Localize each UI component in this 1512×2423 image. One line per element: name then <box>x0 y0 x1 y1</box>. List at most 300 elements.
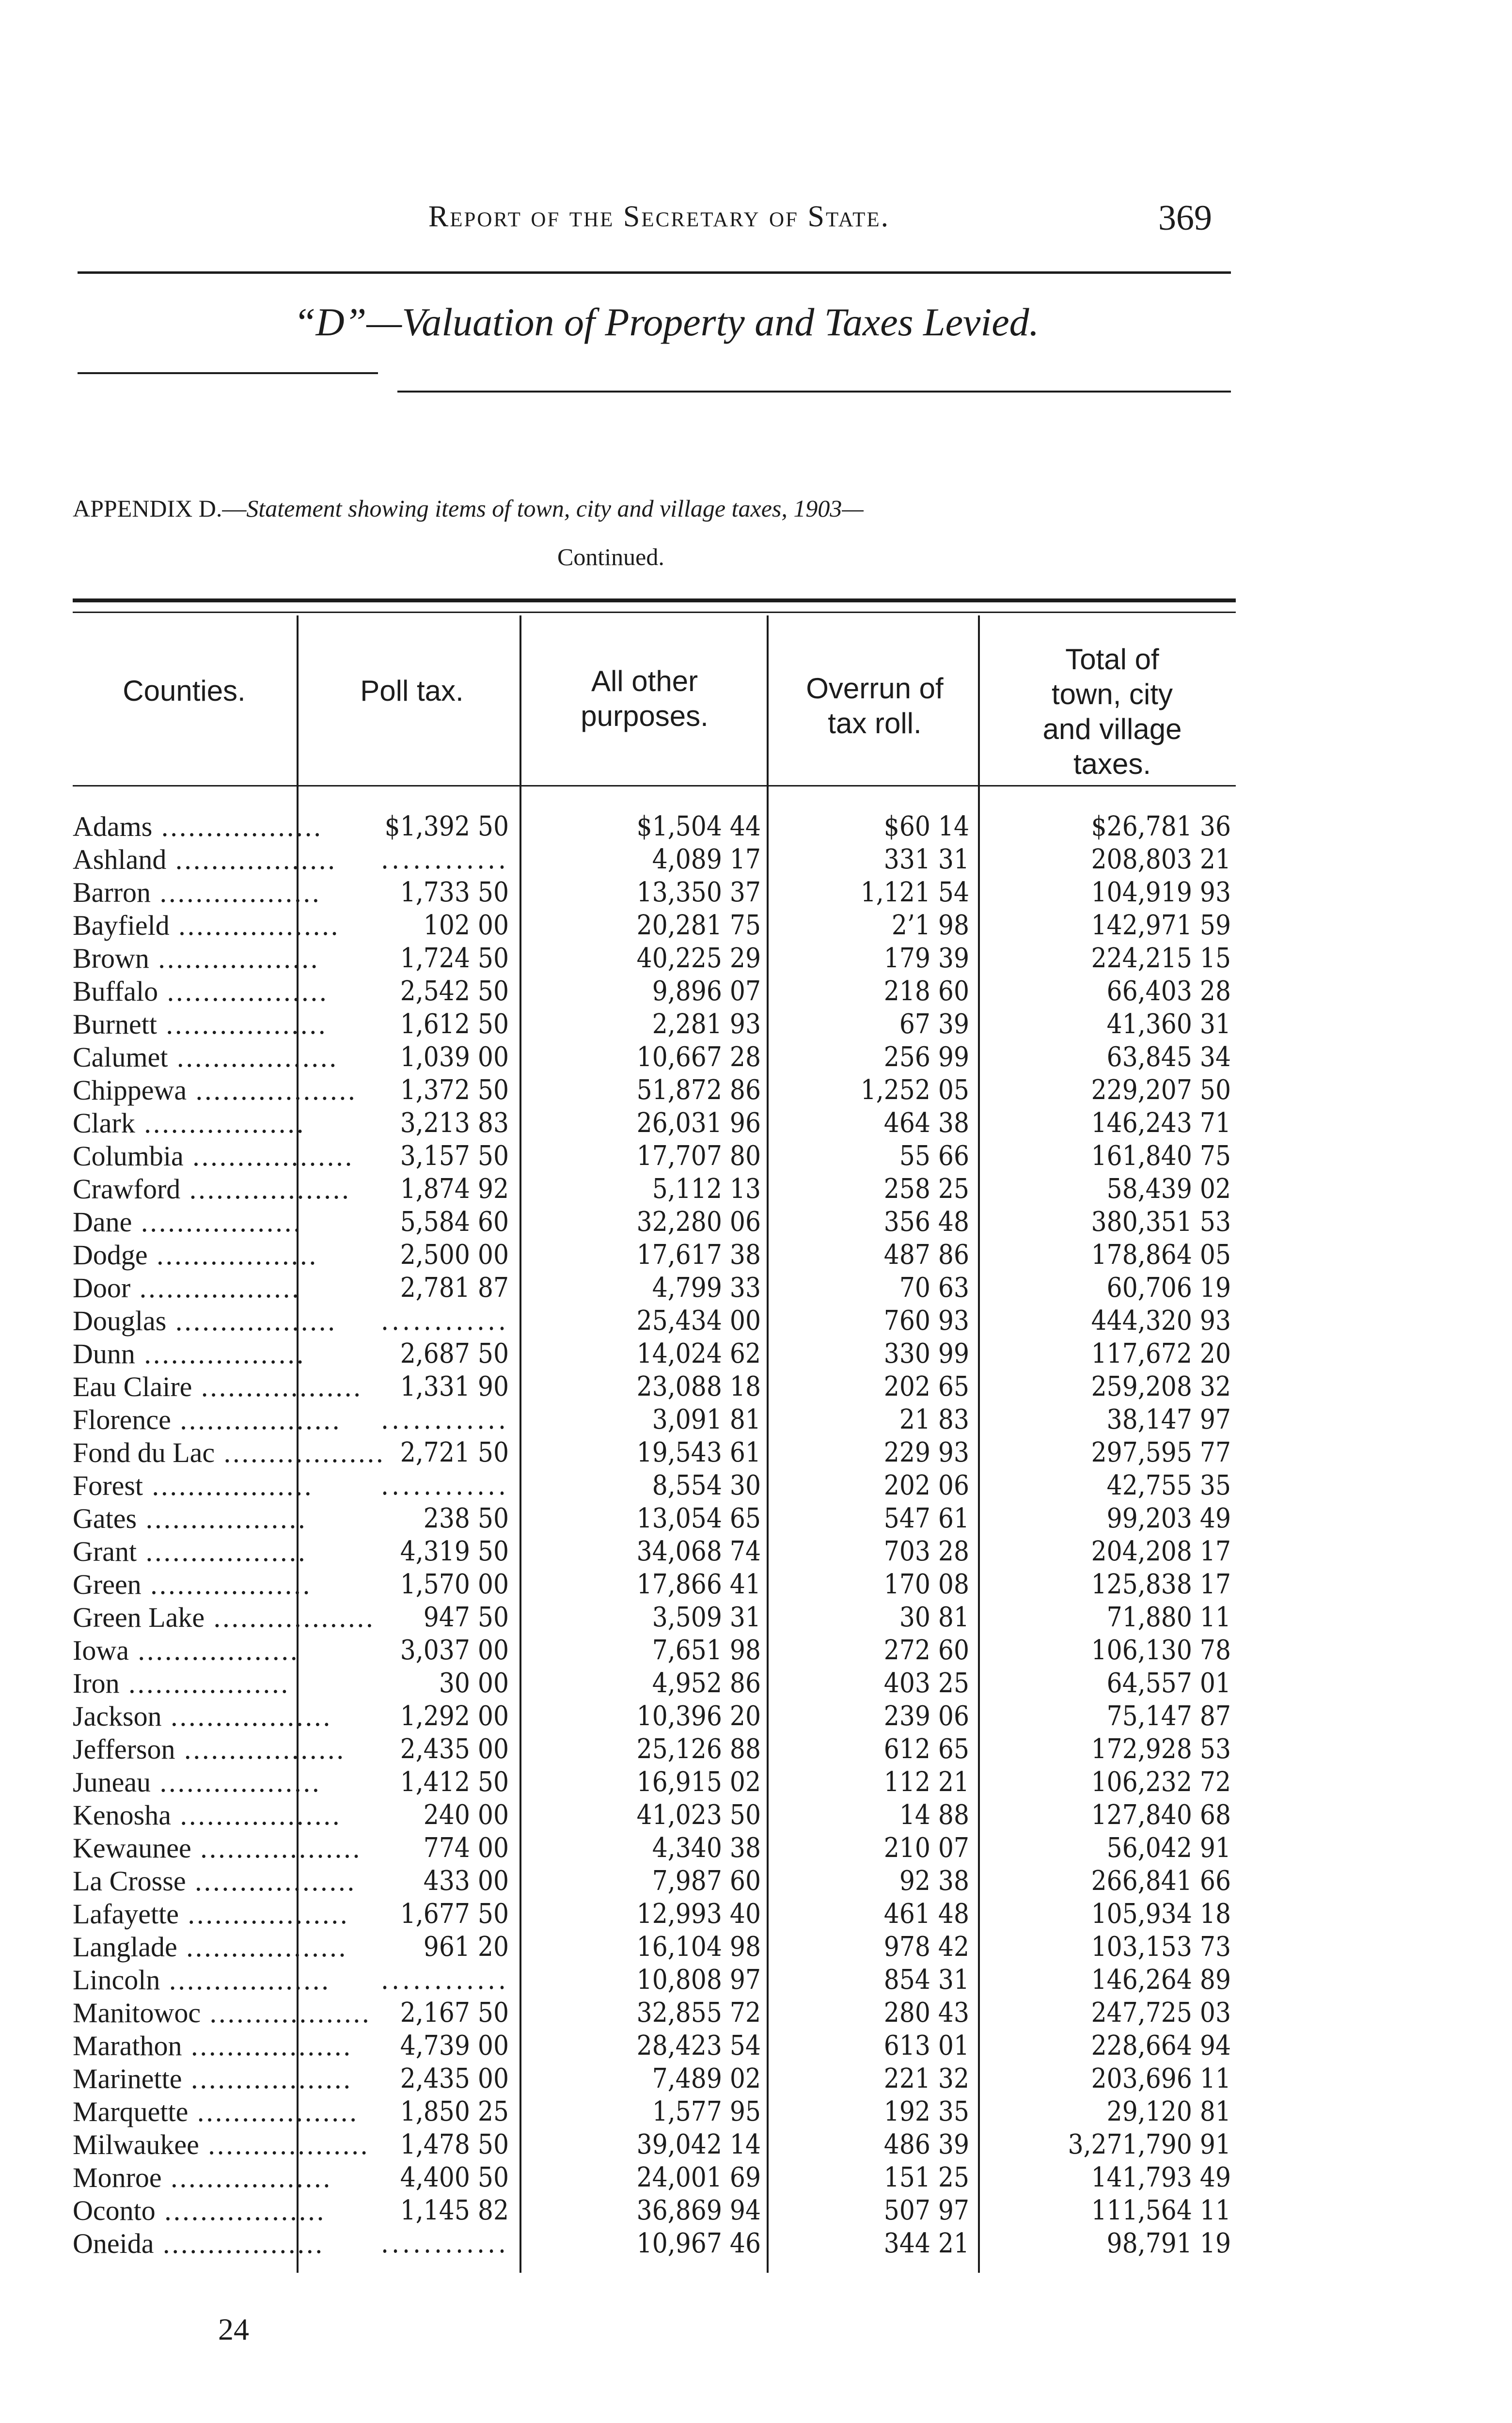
poll-tax-cell: 1,478 50 <box>400 2129 509 2160</box>
total-taxes-cell: 99,203 49 <box>1106 1503 1231 1534</box>
county-name: Burnett <box>73 1008 157 1040</box>
table-row <box>0 975 1512 1008</box>
all-other-purposes-cell: 12,993 40 <box>636 1898 761 1930</box>
dot-leader: .................. <box>168 1041 339 1073</box>
header-all-other <box>526 664 763 734</box>
county-cell <box>73 1931 348 1964</box>
all-other-purposes-cell: 23,088 18 <box>636 1371 761 1402</box>
overrun-cell: 170 08 <box>883 1569 969 1600</box>
county-cell <box>73 1239 318 1272</box>
all-other-purposes-cell: 26,031 96 <box>636 1107 761 1139</box>
total-taxes-cell: 247,725 03 <box>1091 1997 1231 2029</box>
section-title: “D”—Valuation of Property and Taxes Levied. <box>293 300 1040 344</box>
overrun-cell: 547 61 <box>883 1503 969 1534</box>
county-cell <box>73 1305 337 1337</box>
appendix-heading <box>73 494 1260 522</box>
county-cell <box>73 2227 324 2260</box>
overrun-cell: 703 28 <box>883 1536 969 1567</box>
all-other-purposes-cell: 4,089 17 <box>652 844 761 875</box>
county-cell <box>73 2095 359 2128</box>
all-other-purposes-cell: 2,281 93 <box>652 1008 761 1040</box>
overrun-cell: 331 31 <box>883 844 969 875</box>
all-other-purposes-cell: 32,855 72 <box>636 1997 761 2029</box>
county-name: Forest <box>73 1470 143 1501</box>
county-cell <box>73 2128 370 2161</box>
dot-leader: .................. <box>158 975 329 1007</box>
total-taxes-cell: 66,403 28 <box>1106 975 1231 1007</box>
header-poll-tax-label: Poll tax. <box>360 675 464 707</box>
dot-leader: .................. <box>160 1964 331 1996</box>
dot-leader: .................. <box>149 943 320 974</box>
total-taxes-cell: 106,232 72 <box>1091 1766 1231 1798</box>
overrun-cell: 258 25 <box>883 1173 969 1205</box>
county-name: Crawford <box>73 1173 181 1205</box>
county-cell <box>73 1865 357 1898</box>
dot-leader: .................. <box>199 2129 370 2160</box>
county-name: Chippewa <box>73 1074 187 1106</box>
dot-leader: .................. <box>132 1206 302 1238</box>
total-taxes-cell: 41,360 31 <box>1106 1008 1231 1040</box>
header-overrun <box>768 671 981 741</box>
county-name: Oneida <box>73 2228 154 2259</box>
table-row <box>0 1601 1512 1634</box>
table-row <box>0 1733 1512 1766</box>
poll-tax-cell: 240 00 <box>423 1799 509 1831</box>
all-other-purposes-cell: 10,967 46 <box>636 2228 761 2259</box>
poll-tax-cell: 2,781 87 <box>400 1272 509 1304</box>
page-number: 369 <box>1158 198 1212 238</box>
table-row <box>0 1173 1512 1206</box>
poll-tax-cell: ............ <box>381 1305 509 1337</box>
poll-tax-cell: ............ <box>381 844 509 875</box>
header-total-line-1: Total of <box>1065 643 1159 676</box>
county-cell <box>73 1898 349 1931</box>
county-cell <box>73 2161 332 2194</box>
county-cell <box>73 1140 354 1173</box>
total-taxes-cell: 75,147 87 <box>1106 1700 1231 1732</box>
county-name: Marathon <box>73 2030 182 2061</box>
total-taxes-cell: 117,672 20 <box>1091 1338 1231 1369</box>
county-cell <box>73 876 321 909</box>
header-bottom-rule <box>73 785 1236 787</box>
table-top-rule-2 <box>73 612 1236 613</box>
table-row <box>0 810 1512 843</box>
all-other-purposes-cell: 32,280 06 <box>636 1206 761 1238</box>
total-taxes-cell: $26,781 36 <box>1091 811 1231 842</box>
table-row <box>0 1832 1512 1865</box>
poll-tax-cell: $1,392 50 <box>384 811 509 842</box>
appendix-label: APPENDIX D.— <box>73 495 247 522</box>
county-cell <box>73 1964 331 1997</box>
overrun-cell: 70 63 <box>899 1272 969 1304</box>
all-other-purposes-cell: 16,104 98 <box>636 1931 761 1963</box>
dot-leader: .................. <box>182 2063 352 2094</box>
table-row <box>0 1964 1512 1997</box>
overrun-cell: 486 39 <box>883 2129 969 2160</box>
overrun-cell: 30 81 <box>899 1602 969 1633</box>
dot-leader: .................. <box>205 1602 375 1633</box>
poll-tax-cell: 1,145 82 <box>400 2195 509 2226</box>
county-cell <box>73 1997 371 2030</box>
table-row <box>0 1272 1512 1305</box>
overrun-cell: 280 43 <box>883 1997 969 2029</box>
overrun-cell: 239 06 <box>883 1700 969 1732</box>
dot-leader: .................. <box>166 844 337 875</box>
dot-leader: .................. <box>166 1305 337 1337</box>
county-name: Jackson <box>73 1700 162 1732</box>
county-name: Green Lake <box>73 1602 205 1633</box>
poll-tax-cell: 4,739 00 <box>400 2030 509 2061</box>
total-taxes-cell: 64,557 01 <box>1106 1668 1231 1699</box>
county-cell <box>73 1634 299 1667</box>
county-cell <box>73 1667 290 1700</box>
total-taxes-cell: 259,208 32 <box>1091 1371 1231 1402</box>
poll-tax-cell: 4,400 50 <box>400 2162 509 2193</box>
header-counties <box>73 674 296 708</box>
county-name: Kewaunee <box>73 1832 191 1864</box>
overrun-cell: 229 93 <box>883 1437 969 1468</box>
overrun-cell: 21 83 <box>899 1404 969 1435</box>
poll-tax-cell: 433 00 <box>423 1865 509 1897</box>
county-cell <box>73 1601 375 1634</box>
dot-leader: .................. <box>119 1668 290 1699</box>
poll-tax-cell: 1,724 50 <box>400 943 509 974</box>
poll-tax-cell: ............ <box>381 2228 509 2259</box>
overrun-cell: 464 38 <box>883 1107 969 1139</box>
total-taxes-cell: 146,243 71 <box>1091 1107 1231 1139</box>
all-other-purposes-cell: 10,396 20 <box>636 1700 761 1732</box>
all-other-purposes-cell: 19,543 61 <box>636 1437 761 1468</box>
table-row <box>0 1403 1512 1436</box>
all-other-purposes-cell: 16,915 02 <box>636 1766 761 1798</box>
county-name: Jefferson <box>73 1733 175 1765</box>
overrun-cell: 14 88 <box>899 1799 969 1831</box>
county-cell <box>73 1008 328 1041</box>
dot-leader: .................. <box>152 811 323 842</box>
dot-leader: .................. <box>137 1503 307 1534</box>
all-other-purposes-cell: 7,651 98 <box>652 1635 761 1666</box>
county-cell <box>73 1337 306 1370</box>
all-other-purposes-cell: 13,350 37 <box>636 877 761 908</box>
total-taxes-cell: 125,838 17 <box>1091 1569 1231 1600</box>
county-cell <box>73 1700 332 1733</box>
overrun-cell: 151 25 <box>883 2162 969 2193</box>
all-other-purposes-cell: 39,042 14 <box>636 2129 761 2160</box>
dot-leader: .................. <box>135 1338 306 1369</box>
overrun-cell: 403 25 <box>883 1668 969 1699</box>
header-all-other-line-2: purposes. <box>581 700 709 732</box>
overrun-cell: 2’1 98 <box>891 910 969 941</box>
poll-tax-cell: 3,037 00 <box>400 1635 509 1666</box>
all-other-purposes-cell: 10,667 28 <box>636 1041 761 1073</box>
dot-leader: .................. <box>143 1470 314 1501</box>
overrun-cell: 487 86 <box>883 1239 969 1271</box>
dot-leader: .................. <box>154 2228 324 2259</box>
county-name: Juneau <box>73 1766 151 1798</box>
dot-leader: .................. <box>157 1008 328 1040</box>
title-rule-left <box>78 372 378 374</box>
total-taxes-cell: 111,564 11 <box>1091 2195 1231 2226</box>
county-name: Iowa <box>73 1635 129 1666</box>
total-taxes-cell: 208,803 21 <box>1091 844 1231 875</box>
county-name: La Crosse <box>73 1865 186 1897</box>
all-other-purposes-cell: 40,225 29 <box>636 943 761 974</box>
poll-tax-cell: 30 00 <box>439 1668 509 1699</box>
total-taxes-cell: 63,845 34 <box>1106 1041 1231 1073</box>
table-row <box>0 1568 1512 1601</box>
total-taxes-cell: 142,971 59 <box>1091 910 1231 941</box>
total-taxes-cell: 3,271,790 91 <box>1068 2129 1231 2160</box>
poll-tax-cell: 2,435 00 <box>400 2063 509 2094</box>
all-other-purposes-cell: 4,340 38 <box>652 1832 761 1864</box>
table-row <box>0 1107 1512 1140</box>
county-cell <box>73 1436 385 1469</box>
poll-tax-cell: 947 50 <box>423 1602 509 1633</box>
county-cell <box>73 2194 326 2227</box>
all-other-purposes-cell: 51,872 86 <box>636 1074 761 1106</box>
header-overrun-line-1: Overrun of <box>806 672 944 705</box>
total-taxes-cell: 172,928 53 <box>1091 1733 1231 1765</box>
all-other-purposes-cell: 5,112 13 <box>652 1173 761 1205</box>
table-row <box>0 1008 1512 1041</box>
dot-leader: .................. <box>182 2030 352 2061</box>
overrun-cell: $60 14 <box>883 811 969 842</box>
poll-tax-cell: ............ <box>381 1470 509 1501</box>
all-other-purposes-cell: 13,054 65 <box>636 1503 761 1534</box>
county-name: Iron <box>73 1668 120 1699</box>
poll-tax-cell: ............ <box>381 1404 509 1435</box>
dot-leader: .................. <box>178 1898 349 1930</box>
table-top-rule-1 <box>73 598 1236 602</box>
county-name: Monroe <box>73 2162 162 2193</box>
total-taxes-cell: 380,351 53 <box>1091 1206 1231 1238</box>
dot-leader: .................. <box>151 1766 321 1798</box>
header-poll-tax <box>300 674 523 708</box>
county-name: Barron <box>73 877 151 908</box>
table-row <box>0 1898 1512 1931</box>
overrun-cell: 1,252 05 <box>860 1074 969 1106</box>
poll-tax-cell: 1,331 90 <box>400 1371 509 1402</box>
table-row <box>0 1370 1512 1403</box>
table-row <box>0 876 1512 909</box>
total-taxes-cell: 42,755 35 <box>1106 1470 1231 1501</box>
county-name: Douglas <box>73 1305 167 1337</box>
table-row <box>0 1469 1512 1502</box>
all-other-purposes-cell: 25,434 00 <box>636 1305 761 1337</box>
table-row <box>0 2161 1512 2194</box>
county-name: Langlade <box>73 1931 177 1963</box>
poll-tax-cell: 2,435 00 <box>400 1733 509 1765</box>
overrun-cell: 356 48 <box>883 1206 969 1238</box>
county-name: Oconto <box>73 2195 156 2226</box>
dot-leader: .................. <box>137 1536 307 1567</box>
county-name: Dunn <box>73 1338 135 1369</box>
county-name: Milwaukee <box>73 2129 199 2160</box>
total-taxes-cell: 444,320 93 <box>1091 1305 1231 1337</box>
county-name: Dane <box>73 1206 132 1238</box>
running-title: Report of the Secretary of State. <box>428 200 890 233</box>
overrun-cell: 67 39 <box>899 1008 969 1040</box>
table-row <box>0 1305 1512 1337</box>
dot-leader: .................. <box>171 1404 342 1435</box>
header-counties-label: Counties. <box>123 675 246 707</box>
appendix-statement: Statement showing items of town, city and village taxes, 1903— <box>246 495 864 522</box>
total-taxes-cell: 146,264 89 <box>1091 1964 1231 1996</box>
table-row <box>0 2194 1512 2227</box>
poll-tax-cell: 3,213 83 <box>400 1107 509 1139</box>
poll-tax-cell: 1,733 50 <box>400 877 509 908</box>
county-name: Lafayette <box>73 1898 179 1930</box>
poll-tax-cell: 1,372 50 <box>400 1074 509 1106</box>
table-row <box>0 1535 1512 1568</box>
poll-tax-cell: 1,677 50 <box>400 1898 509 1930</box>
county-cell <box>73 2030 352 2062</box>
table-row <box>0 2062 1512 2095</box>
county-name: Gates <box>73 1503 137 1534</box>
header-total-line-4: taxes. <box>1073 748 1151 780</box>
poll-tax-cell: 774 00 <box>423 1832 509 1864</box>
table-row <box>0 1667 1512 1700</box>
dot-leader: .................. <box>171 1799 342 1831</box>
total-taxes-cell: 58,439 02 <box>1106 1173 1231 1205</box>
dot-leader: .................. <box>141 1569 312 1600</box>
dot-leader: .................. <box>130 1272 301 1304</box>
dot-leader: .................. <box>192 1371 362 1402</box>
table-row <box>0 942 1512 975</box>
all-other-purposes-cell: 1,577 95 <box>652 2096 761 2127</box>
poll-tax-cell: 3,157 50 <box>400 1140 509 1172</box>
overrun-cell: 507 97 <box>883 2195 969 2226</box>
overrun-cell: 221 32 <box>883 2063 969 2094</box>
all-other-purposes-cell: 3,509 31 <box>652 1602 761 1633</box>
overrun-cell: 344 21 <box>883 2228 969 2259</box>
all-other-purposes-cell: 34,068 74 <box>636 1536 761 1567</box>
table-row <box>0 1074 1512 1107</box>
header-overrun-line-2: tax roll. <box>828 707 922 739</box>
table-row <box>0 1337 1512 1370</box>
county-name: Calumet <box>73 1041 168 1073</box>
dot-leader: .................. <box>128 1635 299 1666</box>
overrun-cell: 192 35 <box>883 2096 969 2127</box>
county-cell <box>73 1799 342 1832</box>
total-taxes-cell: 204,208 17 <box>1091 1536 1231 1567</box>
table-row <box>0 1865 1512 1898</box>
poll-tax-cell: ............ <box>381 1964 509 1996</box>
title-rule-right <box>397 391 1231 393</box>
poll-tax-cell: 102 00 <box>423 910 509 941</box>
dot-leader: .................. <box>161 1700 332 1732</box>
poll-tax-cell: 961 20 <box>423 1931 509 1963</box>
table-row <box>0 2030 1512 2062</box>
table-row <box>0 1700 1512 1733</box>
county-name: Bayfield <box>73 910 170 941</box>
all-other-purposes-cell: 41,023 50 <box>636 1799 761 1831</box>
poll-tax-cell: 4,319 50 <box>400 1536 509 1567</box>
poll-tax-cell: 1,039 00 <box>400 1041 509 1073</box>
county-name: Ashland <box>73 844 167 875</box>
overrun-cell: 256 99 <box>883 1041 969 1073</box>
county-cell <box>73 2062 352 2095</box>
county-cell <box>73 843 337 876</box>
total-taxes-cell: 104,919 93 <box>1091 877 1231 908</box>
overrun-cell: 202 65 <box>883 1371 969 1402</box>
county-name: Columbia <box>73 1140 184 1172</box>
dot-leader: .................. <box>188 2096 359 2127</box>
table-row <box>0 2128 1512 2161</box>
county-name: Dodge <box>73 1239 148 1271</box>
total-taxes-cell: 56,042 91 <box>1106 1832 1231 1864</box>
overrun-cell: 978 42 <box>883 1931 969 1963</box>
overrun-cell: 1,121 54 <box>860 877 969 908</box>
all-other-purposes-cell: 3,091 81 <box>652 1404 761 1435</box>
header-total-line-3: and village <box>1042 713 1182 745</box>
county-cell <box>73 1370 362 1403</box>
all-other-purposes-cell: 17,617 38 <box>636 1239 761 1271</box>
table-row <box>0 1766 1512 1799</box>
all-other-purposes-cell: 4,799 33 <box>652 1272 761 1304</box>
all-other-purposes-cell: 17,866 41 <box>636 1569 761 1600</box>
county-cell <box>73 1502 307 1535</box>
all-other-purposes-cell: 24,001 69 <box>636 2162 761 2193</box>
all-other-purposes-cell: 10,808 97 <box>636 1964 761 1996</box>
all-other-purposes-cell: 28,423 54 <box>636 2030 761 2061</box>
table-row <box>0 1239 1512 1272</box>
total-taxes-cell: 127,840 68 <box>1091 1799 1231 1831</box>
all-other-purposes-cell: 7,489 02 <box>652 2063 761 2094</box>
county-cell <box>73 1832 362 1865</box>
all-other-purposes-cell: 4,952 86 <box>652 1668 761 1699</box>
total-taxes-cell: 29,120 81 <box>1106 2096 1231 2127</box>
dot-leader: .................. <box>135 1107 306 1139</box>
all-other-purposes-cell: 20,281 75 <box>636 910 761 941</box>
all-other-purposes-cell: 14,024 62 <box>636 1338 761 1369</box>
all-other-purposes-cell: 17,707 80 <box>636 1140 761 1172</box>
county-cell <box>73 975 329 1008</box>
table-row <box>0 1140 1512 1173</box>
poll-tax-cell: 2,687 50 <box>400 1338 509 1369</box>
county-cell <box>73 1074 357 1107</box>
header-all-other-line-1: All other <box>591 665 698 697</box>
total-taxes-cell: 224,215 15 <box>1091 943 1231 974</box>
poll-tax-cell: 1,612 50 <box>400 1008 509 1040</box>
total-taxes-cell: 161,840 75 <box>1091 1140 1231 1172</box>
total-taxes-cell: 203,696 11 <box>1091 2063 1231 2094</box>
dot-leader: .................. <box>215 1437 385 1468</box>
county-name: Green <box>73 1569 142 1600</box>
overrun-cell: 179 39 <box>883 943 969 974</box>
total-taxes-cell: 297,595 77 <box>1091 1437 1231 1468</box>
county-cell <box>73 942 320 975</box>
county-cell <box>73 1766 321 1799</box>
poll-tax-cell: 2,542 50 <box>400 975 509 1007</box>
total-taxes-cell: 228,664 94 <box>1091 2030 1231 2061</box>
dot-leader: .................. <box>186 1865 357 1897</box>
county-cell <box>73 1403 342 1436</box>
county-cell <box>73 1041 339 1074</box>
county-cell <box>73 1107 306 1140</box>
dot-leader: .................. <box>155 2195 326 2226</box>
overrun-cell: 202 06 <box>883 1470 969 1501</box>
county-cell <box>73 1535 307 1568</box>
dot-leader: .................. <box>180 1173 351 1205</box>
county-cell <box>73 909 340 942</box>
header-rule <box>78 271 1231 274</box>
signature-mark: 24 <box>218 2312 249 2346</box>
dot-leader: .................. <box>147 1239 318 1271</box>
total-taxes-cell: 141,793 49 <box>1091 2162 1231 2193</box>
total-taxes-cell: 178,864 05 <box>1091 1239 1231 1271</box>
county-name: Manitowoc <box>73 1997 201 2029</box>
